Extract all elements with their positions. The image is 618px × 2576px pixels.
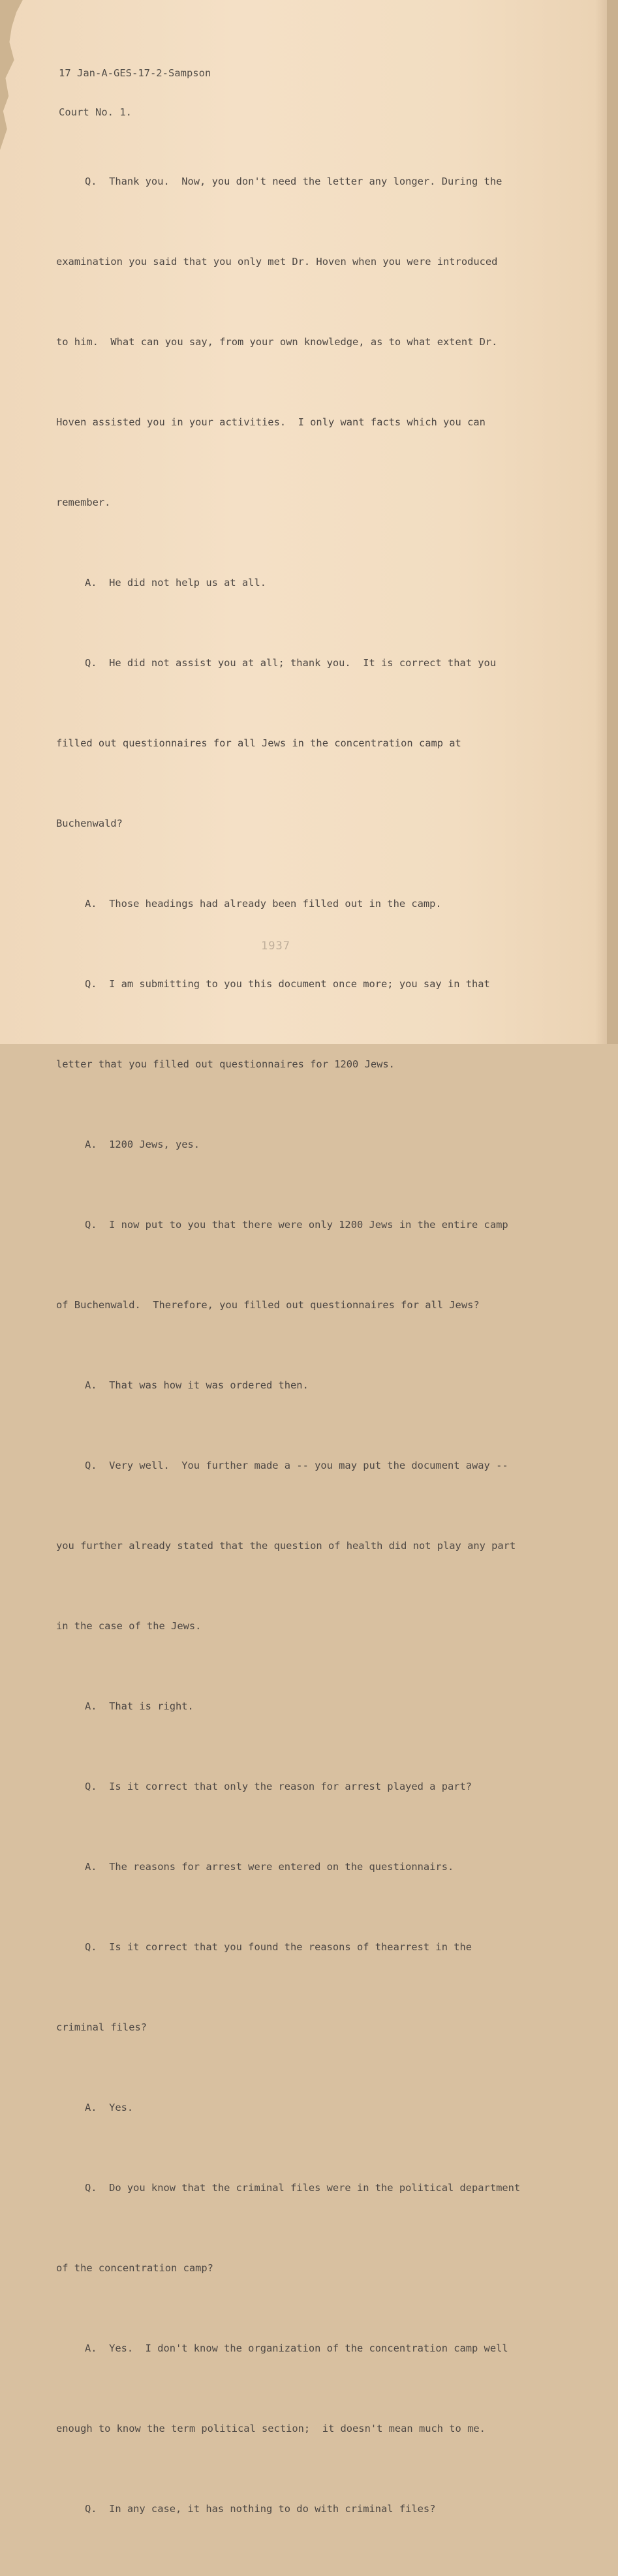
transcript-body xyxy=(56,115,572,2576)
transcript-line: A. Yes. I don't know the organization of the concentration camp well xyxy=(85,2342,508,2354)
transcript-line: examination you said that you only met Dr. Hoven when you were introduced xyxy=(56,256,498,268)
transcript-line: A. The reasons for arrest were entered on the questionnairs. xyxy=(85,1861,454,1873)
header-court-number: Court No. 1. xyxy=(59,106,132,118)
transcript-line: A. That is right. xyxy=(85,1700,194,1712)
page-number: 1937 xyxy=(261,940,290,953)
transcript-line: A. Yes. xyxy=(85,2102,134,2113)
transcript-line: Q. He did not assist you at all; thank you. It is correct that you xyxy=(85,657,497,669)
header-case-reference: 17 Jan-A-GES-17-2-Sampson xyxy=(59,67,211,79)
transcript-line: A. Those headings had already been filled out in the camp. xyxy=(85,898,442,910)
transcript-line: letter that you filled out questionnaires for 1200 Jews. xyxy=(56,1058,395,1070)
page-edge-shadow xyxy=(595,0,607,1044)
transcript-line: Q. I now put to you that there were only 1200 Jews in the entire camp xyxy=(85,1219,508,1231)
transcript-line: Q. Is it correct that you found the reasons of thearrest in the xyxy=(85,1941,472,1953)
transcript-line: of the concentration camp? xyxy=(56,2262,213,2274)
background-strip xyxy=(607,0,618,1044)
transcript-line: you further already stated that the question of health did not play any part xyxy=(56,1540,516,1552)
transcript-line: Hoven assisted you in your activities. I only want facts which you can xyxy=(56,416,486,428)
transcript-line: Q. In any case, it has nothing to do with criminal files? xyxy=(85,2503,436,2515)
transcript-line: Q. Do you know that the criminal files were in the political department xyxy=(85,2182,521,2194)
transcript-line: remember. xyxy=(56,497,111,508)
transcript-line: in the case of the Jews. xyxy=(56,1620,202,1632)
transcript-line: Q. I am submitting to you this document once more; you say in that xyxy=(85,978,490,990)
torn-corner xyxy=(0,0,39,150)
transcript-line: to him. What can you say, from your own knowledge, as to what extent Dr. xyxy=(56,336,498,348)
transcript-line: Q. Is it correct that only the reason for arrest played a part? xyxy=(85,1781,472,1792)
transcript-line: criminal files? xyxy=(56,2021,147,2033)
transcript-line: enough to know the term political section; it doesn't mean much to me. xyxy=(56,2423,486,2434)
transcript-line: A. 1200 Jews, yes. xyxy=(85,1139,200,1150)
transcript-line: filled out questionnaires for all Jews in the concentration camp at xyxy=(56,737,461,749)
transcript-line: Buchenwald? xyxy=(56,818,123,829)
transcript-line: Q. Thank you. Now, you don't need the letter any longer. During the xyxy=(85,176,502,187)
transcript-line: A. That was how it was ordered then. xyxy=(85,1379,309,1391)
transcript-line: A. He did not help us at all. xyxy=(85,577,266,589)
transcript-line: of Buchenwald. Therefore, you filled out questionnaires for all Jews? xyxy=(56,1299,480,1311)
transcript-line: Q. Very well. You further made a -- you may put the document away -- xyxy=(85,1460,508,1471)
